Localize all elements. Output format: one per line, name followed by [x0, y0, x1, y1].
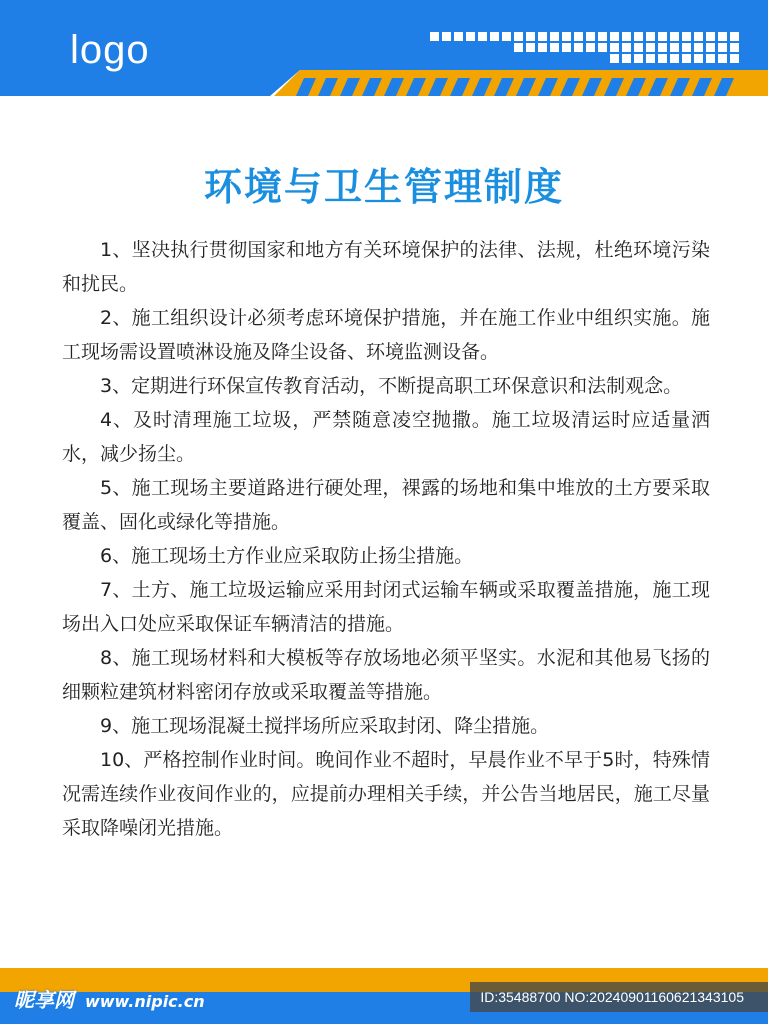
rule-item: 8、施工现场材料和大模板等存放场地必须平坚实。水泥和其他易飞扬的细颗粒建筑材料密闭存放或采取覆盖等措施。	[62, 647, 710, 703]
rule-item: 4、及时清理施工垃圾，严禁随意凌空抛撒。施工垃圾清运时应适量洒水，减少扬尘。	[62, 409, 710, 465]
watermark-site	[14, 984, 205, 1013]
rule-item: 5、施工现场主要道路进行硬处理，裸露的场地和集中堆放的土方要采取覆盖、固化或绿化等措施。	[62, 477, 710, 533]
rules-list	[62, 233, 710, 845]
rule-item: 3、定期进行环保宣传教育活动，不断提高职工环保意识和法制观念。	[100, 375, 683, 397]
rule-item: 2、施工组织设计必须考虑环境保护措施，并在施工作业中组织实施。施工现场需设置喷淋设施及降尘设备、环境监测设备。	[62, 307, 710, 363]
decorative-blocks	[430, 30, 740, 64]
page-title: 环境与卫生管理制度	[203, 165, 564, 209]
header-banner	[0, 0, 768, 100]
watermark-site-url: www.nipic.cn	[84, 992, 205, 1011]
watermark-id: ID:35488700 NO:20240901160621343105	[470, 982, 768, 1012]
rule-item: 9、施工现场混凝土搅拌场所应采取封闭、降尘措施。	[100, 715, 550, 737]
logo-text: logo	[70, 28, 150, 72]
rule-item: 7、土方、施工垃圾运输应采用封闭式运输车辆或采取覆盖措施，施工现场出入口处应采取保证车辆清洁的措施。	[62, 579, 710, 635]
rule-item: 10、严格控制作业时间。晚间作业不超时，早晨作业不早于5时，特殊情况需连续作业夜间作业的，应提前办理相关手续，并公告当地居民，施工尽量采取降噪闭光措施。	[62, 749, 710, 839]
rule-item: 6、施工现场土方作业应采取防止扬尘措施。	[100, 545, 474, 567]
rule-item: 1、坚决执行贯彻国家和地方有关环境保护的法律、法规，杜绝环境污染和扰民。	[62, 239, 710, 295]
watermark-site-name: 昵享网	[14, 988, 74, 1012]
